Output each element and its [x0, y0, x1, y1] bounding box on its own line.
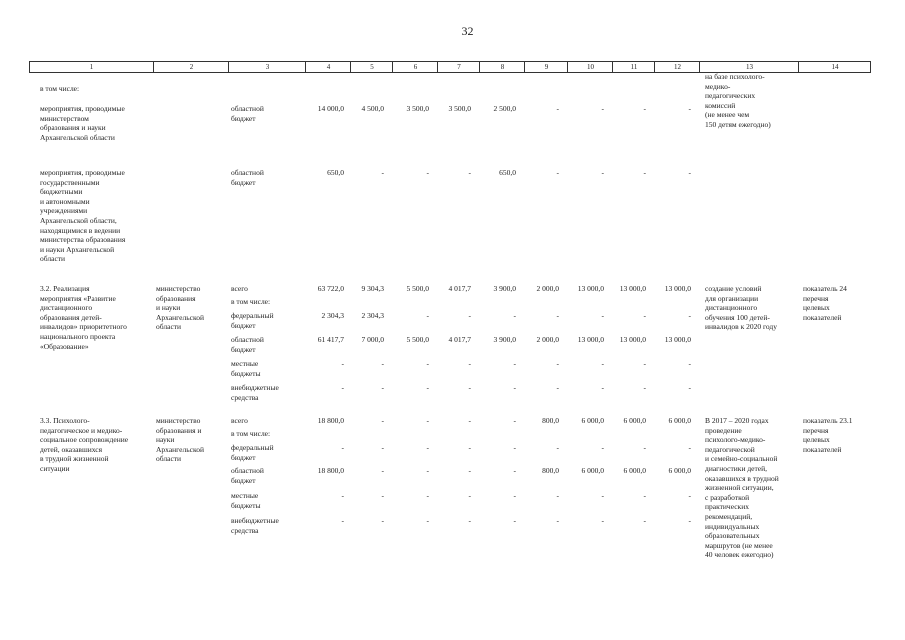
- row-a-cell: -: [688, 104, 691, 113]
- amount-cell: 4 017,7: [448, 335, 471, 344]
- amount-cell: -: [688, 491, 691, 500]
- funding-source-label: в том числе:: [231, 429, 271, 438]
- amount-cell: 13 000,0: [577, 284, 604, 293]
- amount-cell: -: [381, 516, 384, 525]
- amount-cell: 6 000,0: [668, 416, 691, 425]
- amount-cell: -: [556, 359, 559, 368]
- amount-cell: -: [381, 416, 384, 425]
- amount-cell: -: [468, 311, 471, 320]
- funding-source-label: внебюджетные средства: [231, 516, 279, 535]
- page-number: 32: [461, 24, 474, 38]
- row-b-cell: -: [643, 168, 646, 177]
- header-col-8: 8: [479, 62, 525, 72]
- row-b-description: мероприятия, проводимые государственными бюджетными и автономными учреждениями Архангельской области, находящимися в ведении министерства образования и науки Архангельской области: [40, 168, 126, 264]
- amount-cell: -: [601, 359, 604, 368]
- amount-cell: -: [468, 466, 471, 475]
- amount-cell: -: [341, 443, 344, 452]
- amount-cell: -: [688, 443, 691, 452]
- funding-source-label: местные бюджеты: [231, 359, 261, 378]
- row-b-cell: 650,0: [327, 168, 344, 177]
- amount-cell: -: [556, 383, 559, 392]
- amount-cell: -: [381, 466, 384, 475]
- amount-cell: 2 000,0: [536, 284, 559, 293]
- amount-cell: -: [643, 311, 646, 320]
- amount-cell: -: [426, 443, 429, 452]
- amount-cell: -: [426, 359, 429, 368]
- row-a-cell: 2 500,0: [493, 104, 516, 113]
- amount-cell: -: [426, 416, 429, 425]
- row-b-cell: -: [556, 168, 559, 177]
- amount-cell: 3 900,0: [493, 284, 516, 293]
- amount-cell: 13 000,0: [577, 335, 604, 344]
- amount-cell: 6 000,0: [581, 416, 604, 425]
- amount-cell: -: [513, 491, 516, 500]
- row-b-cell: -: [688, 168, 691, 177]
- amount-cell: -: [601, 383, 604, 392]
- row-a-cell: -: [556, 104, 559, 113]
- section-3-2-description: 3.2. Реализация мероприятия «Развитие дистанционного образования детей- инвалидов» приоритетного национального проекта «Образование»: [40, 284, 127, 351]
- section-3-2-indicator: показатель 24 перечня целевых показателей: [803, 284, 847, 322]
- amount-cell: -: [468, 416, 471, 425]
- result-continuation-text: на базе психолого- медико- педагогических комиссий (не менее чем 150 детям ежегодно): [705, 72, 771, 129]
- amount-cell: -: [426, 491, 429, 500]
- row-a-cell: -: [643, 104, 646, 113]
- amount-cell: 800,0: [542, 416, 559, 425]
- amount-cell: -: [556, 311, 559, 320]
- amount-cell: -: [513, 359, 516, 368]
- amount-cell: -: [643, 443, 646, 452]
- amount-cell: -: [601, 516, 604, 525]
- amount-cell: -: [341, 383, 344, 392]
- amount-cell: -: [643, 359, 646, 368]
- amount-cell: -: [601, 311, 604, 320]
- amount-cell: 18 800,0: [317, 416, 344, 425]
- amount-cell: 4 017,7: [448, 284, 471, 293]
- amount-cell: -: [556, 491, 559, 500]
- funding-source-label: всего: [231, 416, 248, 425]
- amount-cell: -: [341, 516, 344, 525]
- amount-cell: -: [426, 383, 429, 392]
- row-a-description: мероприятия, проводимые министерством образования и науки Архангельской области: [40, 104, 125, 142]
- section-3-2-result: создание условий для организации дистанционного обучения 100 детей- инвалидов к 2020 году: [705, 284, 777, 332]
- amount-cell: 7 000,0: [361, 335, 384, 344]
- amount-cell: -: [426, 516, 429, 525]
- amount-cell: -: [381, 359, 384, 368]
- header-col-10: 10: [567, 62, 613, 72]
- row-b-cell: -: [468, 168, 471, 177]
- amount-cell: -: [513, 443, 516, 452]
- amount-cell: -: [468, 516, 471, 525]
- amount-cell: 2 000,0: [536, 335, 559, 344]
- row-a-cell: -: [601, 104, 604, 113]
- amount-cell: 6 000,0: [668, 466, 691, 475]
- header-col-6: 6: [392, 62, 438, 72]
- amount-cell: 2 304,3: [361, 311, 384, 320]
- funding-source-label: областной бюджет: [231, 466, 264, 485]
- amount-cell: 6 000,0: [623, 416, 646, 425]
- amount-cell: -: [688, 516, 691, 525]
- header-col-4: 4: [305, 62, 351, 72]
- amount-cell: -: [381, 383, 384, 392]
- header-col-11: 11: [612, 62, 655, 72]
- funding-source-label: в том числе:: [231, 297, 271, 306]
- amount-cell: -: [381, 491, 384, 500]
- amount-cell: 13 000,0: [619, 335, 646, 344]
- row-b-cell: -: [601, 168, 604, 177]
- amount-cell: -: [556, 443, 559, 452]
- amount-cell: 61 417,7: [317, 335, 344, 344]
- funding-source-label: внебюджетные средства: [231, 383, 279, 402]
- row-b-cell: 650,0: [499, 168, 516, 177]
- amount-cell: 5 500,0: [406, 284, 429, 293]
- header-col-9: 9: [524, 62, 568, 72]
- amount-cell: 800,0: [542, 466, 559, 475]
- amount-cell: -: [643, 491, 646, 500]
- amount-cell: 5 500,0: [406, 335, 429, 344]
- header-col-2: 2: [153, 62, 229, 72]
- amount-cell: 13 000,0: [619, 284, 646, 293]
- row-a-cell: 3 500,0: [448, 104, 471, 113]
- section-3-3-result: В 2017 – 2020 годах проведение психолого-медико- педагогической и семейно-социальной диагностики детей, оказавшихся в трудной жизненной ситуации, с разработкой практических рекомендаций, индивидуальных образовательных маршрутов (не менее 40 человек ежегодно): [705, 416, 779, 560]
- section-3-3-description: 3.3. Психолого- педагогическое и медико- социальное сопровождение детей, оказавшихся в трудной жизненной ситуации: [40, 416, 129, 473]
- amount-cell: 63 722,0: [317, 284, 344, 293]
- header-col-7: 7: [437, 62, 480, 72]
- amount-cell: -: [688, 311, 691, 320]
- amount-cell: -: [688, 383, 691, 392]
- amount-cell: 9 304,3: [361, 284, 384, 293]
- row-a-cell: 4 500,0: [361, 104, 384, 113]
- amount-cell: 18 800,0: [317, 466, 344, 475]
- amount-cell: 13 000,0: [664, 284, 691, 293]
- amount-cell: -: [426, 311, 429, 320]
- amount-cell: -: [468, 383, 471, 392]
- amount-cell: -: [513, 516, 516, 525]
- amount-cell: -: [688, 359, 691, 368]
- amount-cell: -: [513, 383, 516, 392]
- header-col-3: 3: [228, 62, 306, 72]
- amount-cell: 2 304,3: [321, 311, 344, 320]
- amount-cell: -: [601, 443, 604, 452]
- amount-cell: -: [513, 466, 516, 475]
- row-a-cell: 3 500,0: [406, 104, 429, 113]
- amount-cell: -: [468, 359, 471, 368]
- row-a-source: областной бюджет: [231, 104, 264, 123]
- row-b-source: областной бюджет: [231, 168, 264, 187]
- header-col-14: 14: [798, 62, 871, 72]
- funding-source-label: областной бюджет: [231, 335, 264, 354]
- header-col-1: 1: [89, 63, 94, 71]
- header-col-13: 13: [699, 62, 799, 72]
- amount-cell: -: [341, 491, 344, 500]
- amount-cell: 3 900,0: [493, 335, 516, 344]
- amount-cell: -: [341, 359, 344, 368]
- amount-cell: 6 000,0: [581, 466, 604, 475]
- amount-cell: -: [468, 443, 471, 452]
- amount-cell: -: [468, 491, 471, 500]
- amount-cell: 6 000,0: [623, 466, 646, 475]
- amount-cell: -: [601, 491, 604, 500]
- section-3-3-indicator: показатель 23.1 перечня целевых показателей: [803, 416, 853, 454]
- header-col-5: 5: [350, 62, 393, 72]
- funding-source-label: федеральный бюджет: [231, 311, 274, 330]
- row-b-cell: -: [426, 168, 429, 177]
- amount-cell: -: [513, 416, 516, 425]
- row-a-cell: 14 000,0: [317, 104, 344, 113]
- amount-cell: 13 000,0: [664, 335, 691, 344]
- amount-cell: -: [643, 516, 646, 525]
- section-3-2-executor: министерство образования и науки Архангельской области: [156, 284, 204, 332]
- amount-cell: -: [513, 311, 516, 320]
- amount-cell: -: [381, 443, 384, 452]
- row-b-cell: -: [381, 168, 384, 177]
- amount-cell: -: [426, 466, 429, 475]
- funding-source-label: местные бюджеты: [231, 491, 261, 510]
- in-that-number-label: в том числе:: [40, 84, 80, 93]
- amount-cell: -: [556, 516, 559, 525]
- section-3-3-executor: министерство образования и науки Архангельской области: [156, 416, 204, 464]
- funding-source-label: всего: [231, 284, 248, 293]
- amount-cell: -: [643, 383, 646, 392]
- funding-source-label: федеральный бюджет: [231, 443, 274, 462]
- header-col-12: 12: [654, 62, 700, 72]
